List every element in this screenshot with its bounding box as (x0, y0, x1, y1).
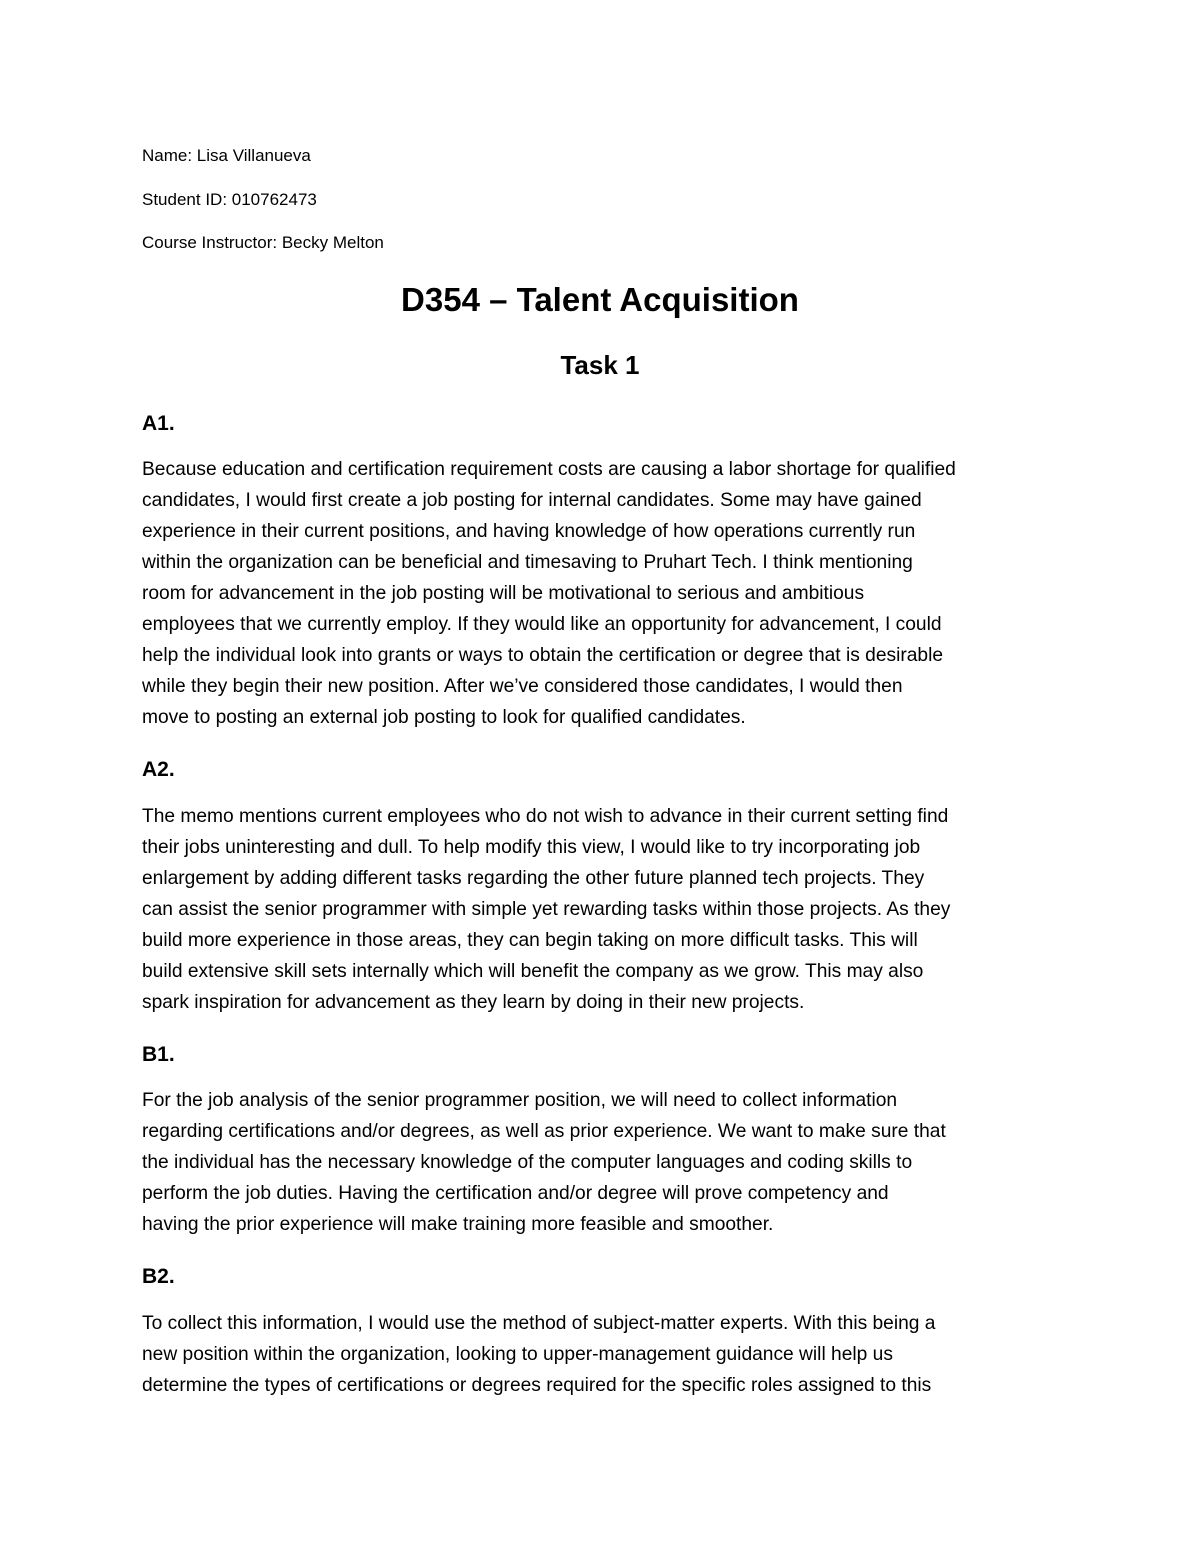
paragraph-line: build more experience in those areas, they can begin taking on more difficult tasks. This will (142, 930, 918, 951)
paragraph-line: within the organization can be beneficial and timesaving to Pruhart Tech. I think mentioning (142, 552, 913, 573)
paragraph-line: spark inspiration for advancement as they learn by doing in their new projects. (142, 992, 805, 1013)
paragraph-line: To collect this information, I would use the method of subject-matter experts. With this being a (142, 1313, 936, 1334)
section-heading-a2: A2. (142, 758, 175, 781)
section-paragraph-a2 (142, 801, 1062, 1018)
paragraph-line: help the individual look into grants or ways to obtain the certification or degree that is desirable (142, 645, 944, 666)
paragraph-line: regarding certifications and/or degrees, as well as prior experience. We want to make sure that (142, 1121, 946, 1142)
section-heading-b1: B1. (142, 1043, 175, 1066)
paragraph-line: enlargement by adding different tasks regarding the other future planned tech projects. They (142, 868, 925, 889)
paragraph-line: Because education and certification requirement costs are causing a labor shortage for qualified (142, 459, 956, 480)
paragraph-line: having the prior experience will make training more feasible and smoother. (142, 1214, 774, 1235)
paragraph-line: while they begin their new position. After we’ve considered those candidates, I would then (142, 676, 903, 697)
section-paragraph-a1 (142, 454, 1062, 733)
paragraph-line: The memo mentions current employees who do not wish to advance in their current setting find (142, 806, 949, 827)
paragraph-line: move to posting an external job posting to look for qualified candidates. (142, 707, 746, 728)
student-id: Student ID: 010762473 (142, 190, 317, 209)
section-paragraph-b2 (142, 1308, 1062, 1401)
paragraph-line: the individual has the necessary knowledge of the computer languages and coding skills to (142, 1152, 913, 1173)
section-heading-b2: B2. (142, 1265, 175, 1288)
paragraph-line: experience in their current positions, and having knowledge of how operations currently run (142, 521, 916, 542)
section-heading-a1: A1. (142, 412, 175, 435)
paragraph-line: build extensive skill sets internally which will benefit the company as we grow. This may also (142, 961, 924, 982)
section-paragraph-b1 (142, 1085, 1062, 1240)
paragraph-line: For the job analysis of the senior programmer position, we will need to collect information (142, 1090, 898, 1111)
paragraph-line: employees that we currently employ. If they would like an opportunity for advancement, I could (142, 614, 942, 635)
document-subtitle: Task 1 (560, 350, 640, 380)
paragraph-line: perform the job duties. Having the certification and/or degree will prove competency and (142, 1183, 889, 1204)
paragraph-line: can assist the senior programmer with simple yet rewarding tasks within those projects. As they (142, 899, 951, 920)
paragraph-line: room for advancement in the job posting will be motivational to serious and ambitious (142, 583, 865, 604)
paragraph-line: candidates, I would first create a job posting for internal candidates. Some may have gained (142, 490, 922, 511)
paragraph-line: their jobs uninteresting and dull. To help modify this view, I would like to try incorporating job (142, 837, 921, 858)
student-name: Name: Lisa Villanueva (142, 146, 311, 165)
course-instructor: Course Instructor: Becky Melton (142, 233, 384, 252)
document-title: D354 – Talent Acquisition (401, 281, 799, 318)
paragraph-line: determine the types of certifications or degrees required for the specific roles assigned to this (142, 1375, 932, 1396)
paragraph-line: new position within the organization, looking to upper-management guidance will help us (142, 1344, 893, 1365)
